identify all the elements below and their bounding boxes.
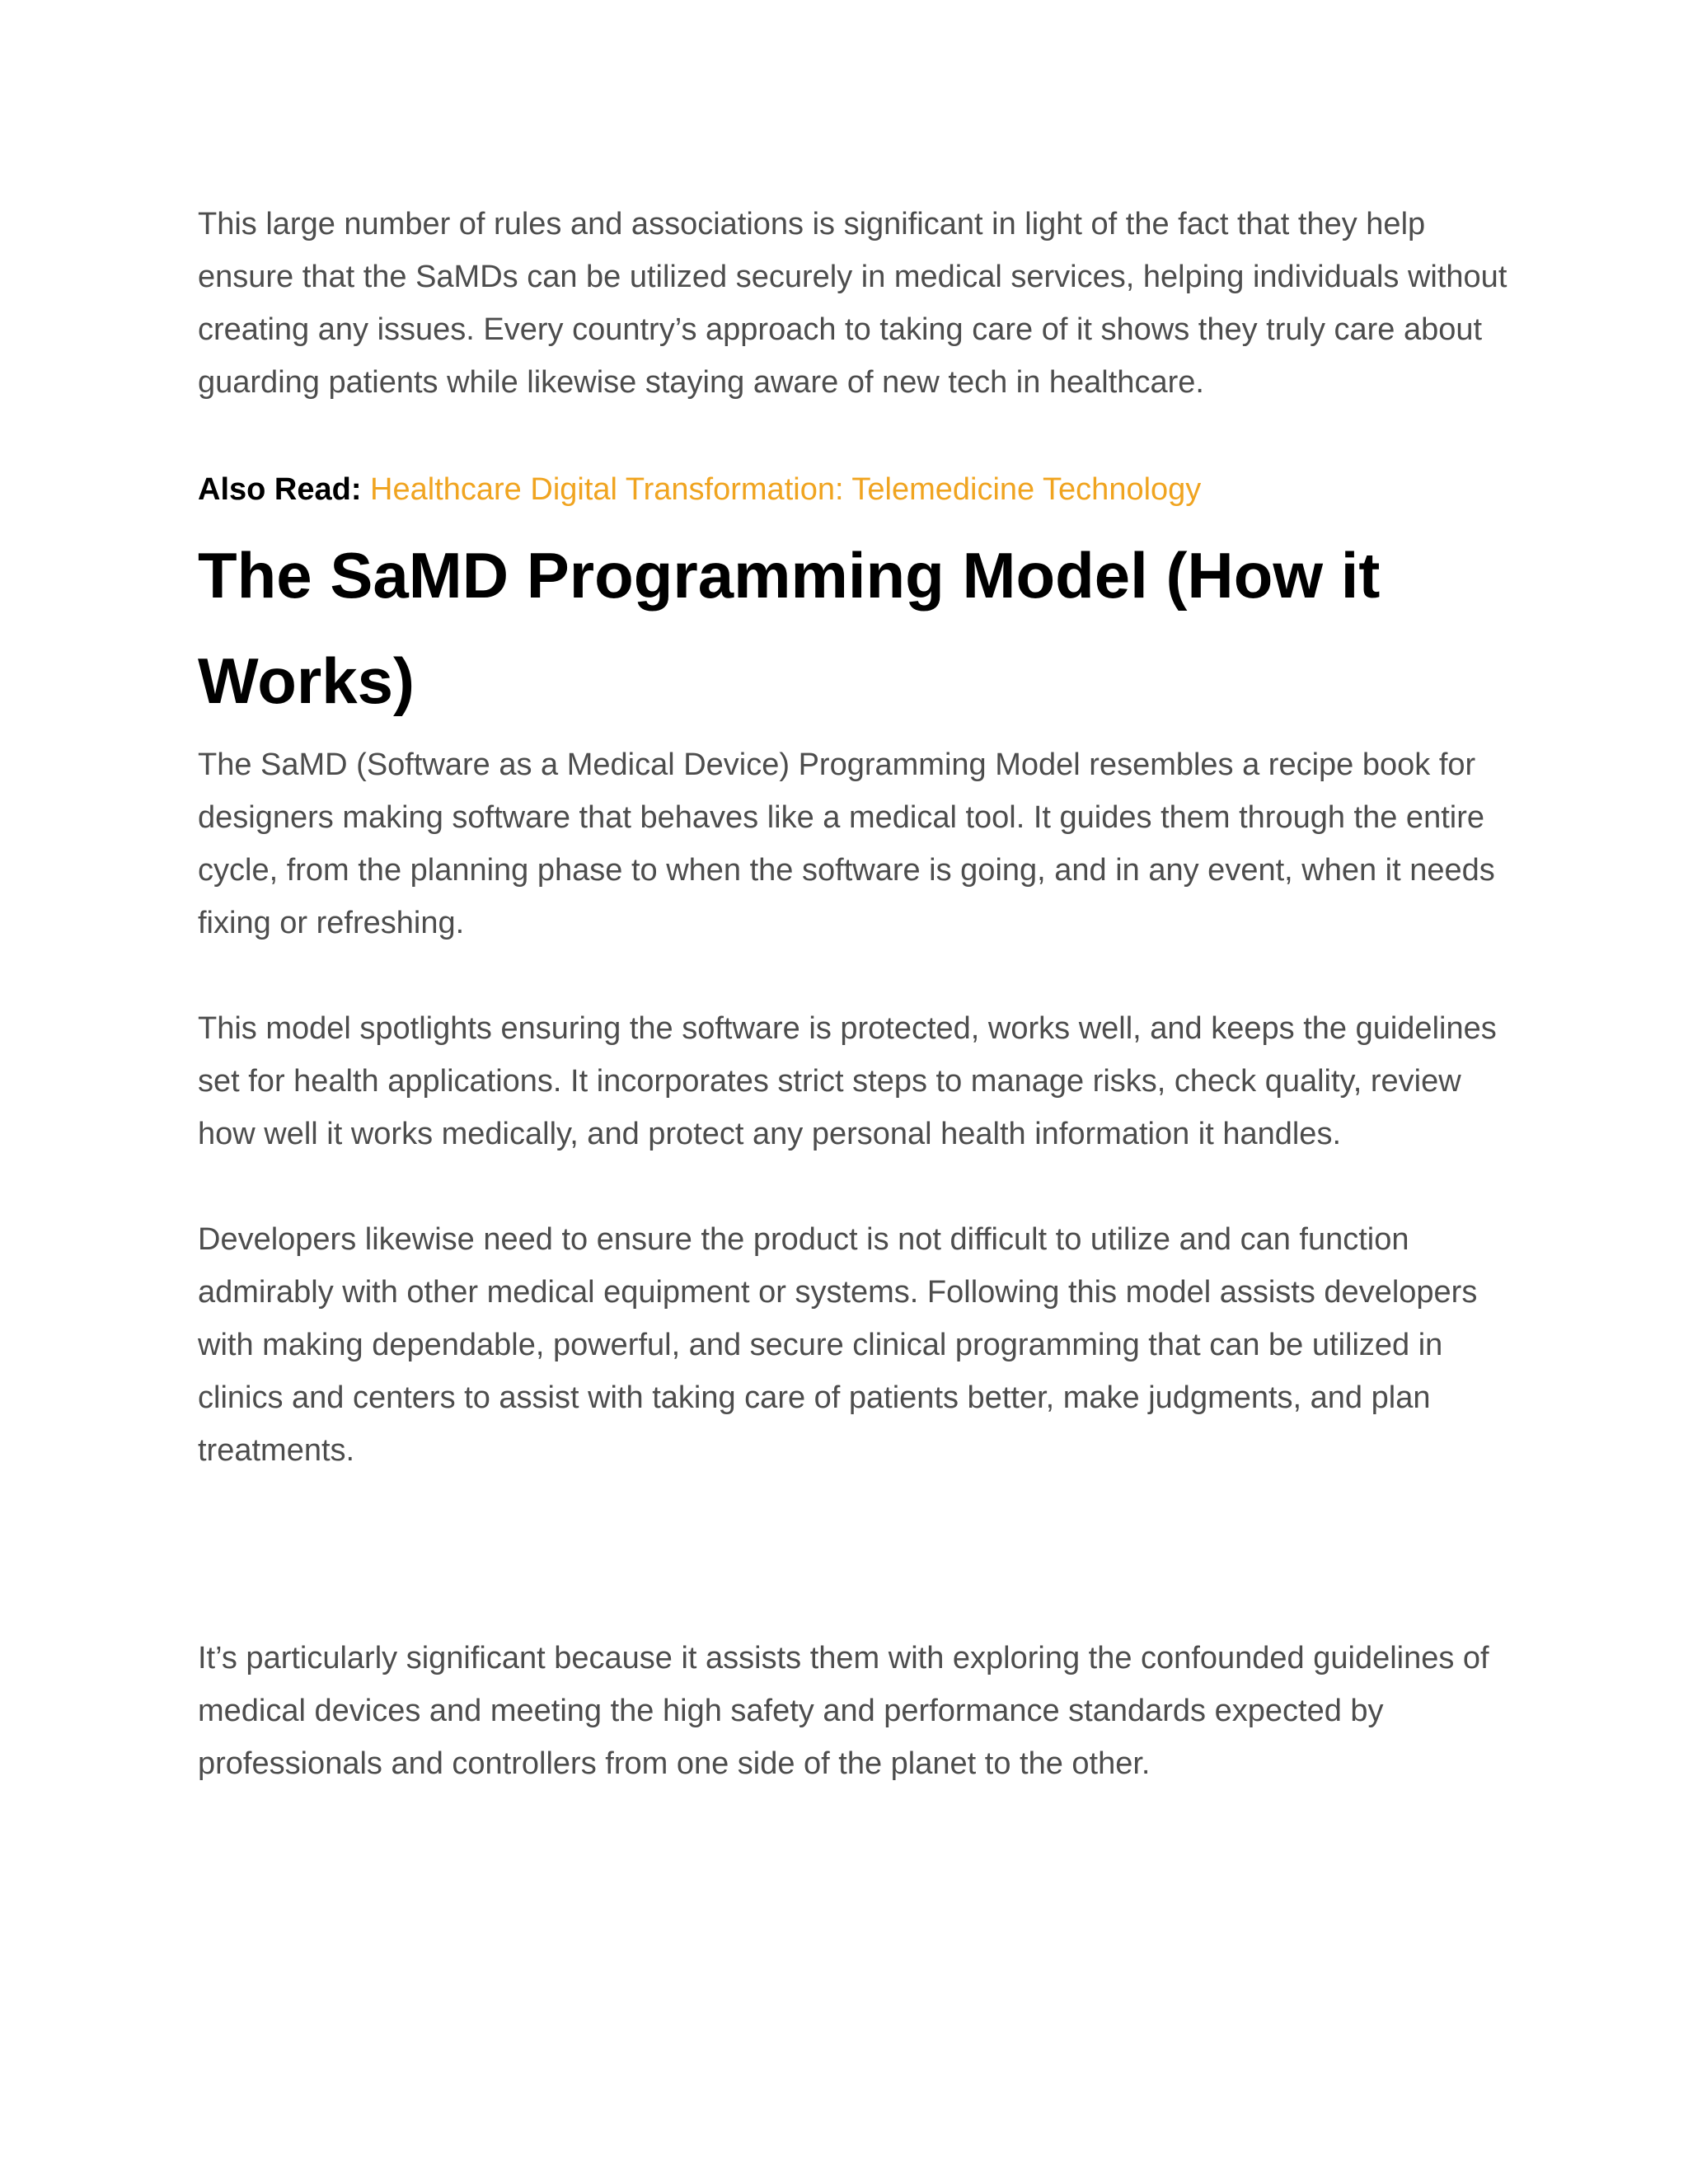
paragraph-developers: Developers likewise need to ensure the product is not difficult to utilize and can function admirably with other medical equipment or systems. Following this model assists developers with making dependable, powerful, and secure clinical programming that can be utilized in clinics and centers to assist with taking care of patients better, make judgments, and plan treatments. bbox=[198, 1222, 1478, 1468]
paragraph-model-spotlight: This model spotlights ensuring the software is protected, works well, and keeps the guidelines set for health applications. It incorporates strict steps to manage risks, check quality, review how well it works medically, and protect any personal health information it handles. bbox=[198, 1011, 1497, 1151]
paragraph-significance: It’s particularly significant because it assists them with exploring the confounded guidelines of medical devices and meeting the high safety and performance standards expected by professionals and controllers from one side of the planet to the other. bbox=[198, 1641, 1489, 1781]
section-heading: The SaMD Programming Model (How it Works) bbox=[198, 539, 1381, 717]
also-read-label: Also Read: bbox=[198, 472, 362, 507]
document-page bbox=[198, 198, 1517, 1790]
also-read-line bbox=[198, 463, 1517, 516]
paragraph-rules-associations: This large number of rules and associations is significant in light of the fact that they help ensure that the SaMDs can be utilized securely in medical services, helping individuals without creating any issues. Every country’s approach to taking care of it shows they truly care about guarding patients while likewise staying aware of new tech in healthcare. bbox=[198, 207, 1507, 400]
paragraph-samd-model-intro: The SaMD (Software as a Medical Device) Programming Model resembles a recipe book for designers making software that behaves like a medical tool. It guides them through the entire cycle, from the planning phase to when the software is going, and in any event, when it needs fixing or refreshing. bbox=[198, 748, 1495, 940]
also-read-link[interactable]: Healthcare Digital Transformation: Telemedicine Technology bbox=[370, 472, 1202, 507]
